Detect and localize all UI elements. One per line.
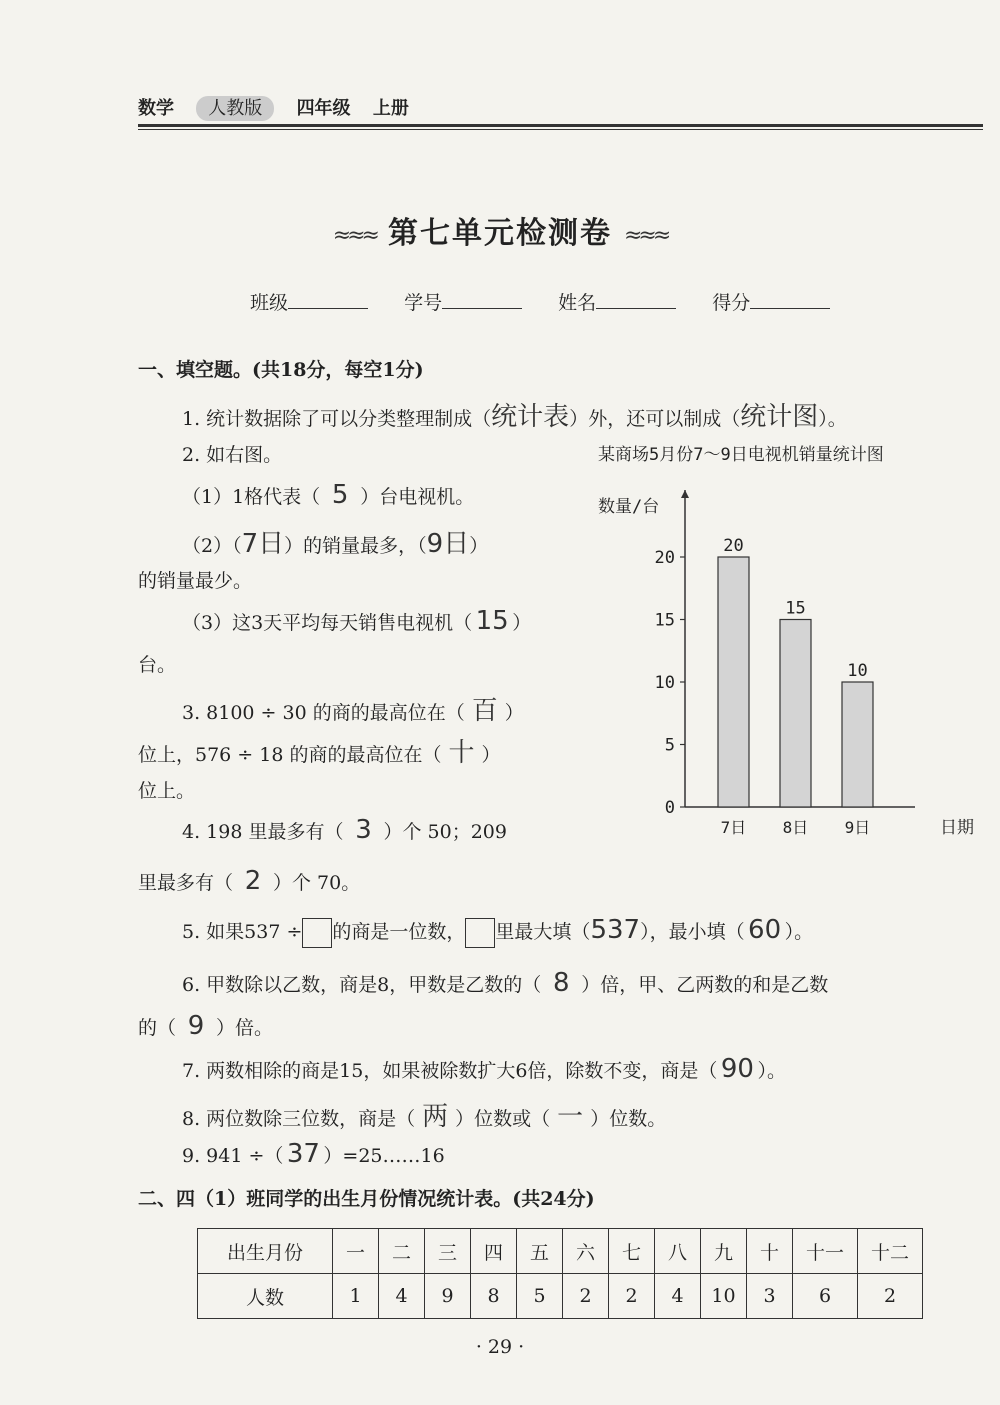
header-rule-thin [138, 129, 983, 130]
q5-answer-2: 60 [748, 915, 782, 945]
month-cell: 三 [425, 1229, 471, 1274]
q4-text-mid: ）个 50；209 [383, 821, 507, 843]
q6-answer-2: 9 [187, 1011, 205, 1041]
q3-text-pre: 3. 8100 ÷ 30 的商的最高位在（ [182, 702, 465, 724]
q6-text-mid: ）倍，甲、乙两数的和是乙数 [581, 974, 829, 996]
y-tick-label: 0 [664, 798, 675, 818]
month-cell: 八 [655, 1229, 701, 1274]
q8-text-post: ）位数。 [590, 1108, 667, 1130]
q5-text-post: ）。 [784, 921, 814, 943]
y-tick-label: 15 [654, 610, 675, 631]
count-cell: 8 [471, 1274, 517, 1319]
question-2-1 [182, 480, 474, 510]
table-row-header: 出生月份 [198, 1229, 333, 1274]
score-blank[interactable] [750, 308, 830, 309]
q3-text-post-1: ） [504, 702, 524, 724]
q9-text-post: ）=25……16 [323, 1145, 445, 1167]
name-blank[interactable] [596, 308, 676, 309]
month-cell: 十 [747, 1229, 793, 1274]
question-1 [182, 396, 847, 433]
bar [842, 682, 873, 807]
score-label: 得分 [712, 292, 751, 314]
q9-answer: 37 [286, 1139, 320, 1169]
q8-text-pre: 8. 两位数除三位数，商是（ [182, 1108, 416, 1130]
q5-text-mid2: 里最大填（ [495, 921, 591, 943]
bar-value-label: 20 [723, 536, 744, 556]
student-info-line [250, 288, 860, 315]
question-2-3 [182, 606, 531, 636]
q1-text-mid: ）外，还可以制成（ [569, 408, 741, 430]
q6-text-pre: 6. 甲数除以乙数，商是8，甲数是乙数的（ [182, 974, 542, 996]
q7-text-pre: 7. 两数相除的商是15，如果被除数扩大6倍，除数不变，商是（ [182, 1060, 718, 1082]
question-6-line2 [138, 1011, 273, 1041]
q3-answer-2: 十 [448, 738, 475, 768]
y-axis-arrow [681, 490, 689, 498]
q5-text-mid1: 的商是一位数， [332, 921, 466, 943]
q6-answer-1: 8 [552, 968, 570, 998]
count-cell: 4 [655, 1274, 701, 1319]
subject-label: 数学 [138, 98, 174, 119]
question-2-2-cont: 的销量最少。 [138, 570, 253, 592]
section2-heading: 二、四（1）班同学的出生月份情况统计表。(共24分) [138, 1188, 595, 1210]
q5-text-mid3: ），最小填（ [640, 921, 745, 943]
q9-text-pre: 9. 941 ÷（ [182, 1145, 284, 1167]
question-4-line2 [138, 866, 360, 896]
count-cell: 5 [517, 1274, 563, 1319]
count-cell: 9 [425, 1274, 471, 1319]
x-axis-label: 日期 [940, 818, 974, 838]
question-2: 2. 如右图。 [182, 444, 283, 466]
edition-badge: 人教版 [196, 96, 274, 121]
q2-3-text-post: ） [512, 612, 532, 634]
title-text: 第七单元检测卷 [388, 216, 612, 251]
y-axis-label: 数量/台 [598, 497, 660, 517]
name-label: 姓名 [558, 292, 597, 314]
month-cell: 九 [701, 1229, 747, 1274]
chart-title: 某商场5月份7～9日电视机销量统计图 [598, 445, 884, 465]
q4-answer-2: 2 [244, 866, 262, 896]
month-cell: 四 [471, 1229, 517, 1274]
count-cell: 10 [701, 1274, 747, 1319]
q2-2-text-post: ） [469, 535, 489, 557]
q4-line2-pre: 里最多有（ [138, 872, 234, 894]
q8-answer-1: 两 [422, 1102, 449, 1132]
q2-2-answer-1: 7日 [241, 529, 285, 559]
question-2-3-cont: 台。 [138, 654, 177, 676]
question-8 [182, 1096, 666, 1133]
question-7 [182, 1054, 786, 1084]
y-tick-label: 10 [654, 673, 675, 693]
month-cell: 七 [609, 1229, 655, 1274]
q3-text-post-2: ） [481, 744, 501, 766]
grade-label: 四年级 [296, 98, 351, 119]
bar-value-label: 15 [785, 598, 806, 619]
count-cell: 1 [333, 1274, 379, 1319]
student-number-label: 学号 [404, 292, 443, 314]
header-rule [138, 124, 983, 127]
month-cell: 二 [379, 1229, 425, 1274]
q6-line2-pre: 的（ [138, 1017, 177, 1039]
birth-month-table [197, 1228, 923, 1319]
count-cell: 3 [747, 1274, 793, 1319]
q3-line2-pre: 位上，576 ÷ 18 的商的最高位在（ [138, 744, 442, 766]
count-cell: 2 [609, 1274, 655, 1319]
month-cell: 十一 [793, 1229, 858, 1274]
q7-text-post: ）。 [757, 1060, 786, 1082]
page-title [0, 208, 1000, 252]
volume-label: 上册 [372, 98, 409, 119]
bar-chart [590, 480, 990, 850]
count-cell: 2 [858, 1274, 923, 1319]
q2-1-answer: 5 [331, 480, 349, 510]
q1-answer-1: 统计表 [491, 402, 570, 432]
q2-1-text-post: ）台电视机。 [360, 486, 475, 508]
q4-answer-1: 3 [355, 815, 372, 845]
class-blank[interactable] [288, 308, 368, 309]
q3-answer-1: 百 [471, 696, 498, 726]
table-row-months [198, 1229, 923, 1274]
q4-text-pre: 4. 198 里最多有（ [182, 821, 344, 843]
question-2-2 [182, 523, 488, 560]
q2-3-text-pre: （3）这3天平均每天销售电视机（ [182, 612, 473, 634]
student-number-blank[interactable] [442, 308, 522, 309]
table-row-header: 人数 [198, 1274, 333, 1319]
q6-text-post: ）倍。 [216, 1017, 274, 1039]
page-number: · 29 · [475, 1336, 525, 1358]
question-6 [182, 968, 828, 998]
month-cell: 十二 [858, 1229, 923, 1274]
q7-answer: 90 [720, 1054, 754, 1084]
question-3-line2 [138, 732, 501, 769]
month-cell: 五 [517, 1229, 563, 1274]
question-5 [182, 915, 813, 948]
x-tick-label: 9日 [844, 818, 871, 837]
bar [780, 620, 811, 808]
table-row-counts [198, 1274, 923, 1319]
y-tick-label: 5 [664, 735, 675, 756]
count-cell: 6 [793, 1274, 858, 1319]
wave-decoration-right: ≈≈≈ [624, 222, 668, 248]
q2-3-answer: 15 [475, 606, 509, 636]
month-cell: 六 [563, 1229, 609, 1274]
q4-text-post: ）个 70。 [273, 872, 361, 894]
q2-1-text-pre: （1）1格代表（ [182, 486, 321, 508]
bar-value-label: 10 [847, 661, 868, 681]
question-3-cont: 位上。 [138, 780, 196, 802]
q1-text-pre: 1. 统计数据除了可以分类整理制成（ [182, 408, 492, 430]
q2-2-text-mid: ）的销量最多，（ [284, 535, 427, 557]
running-header [138, 94, 425, 120]
q8-answer-2: 一 [557, 1102, 584, 1132]
wave-decoration-left: ≈≈≈ [332, 222, 376, 248]
x-tick-label: 8日 [782, 818, 809, 837]
count-cell: 2 [563, 1274, 609, 1319]
section1-heading: 一、填空题。(共18分，每空1分) [138, 359, 424, 381]
x-tick-label: 7日 [720, 818, 747, 837]
question-9 [182, 1139, 445, 1169]
month-cell: 一 [333, 1229, 379, 1274]
y-tick-label: 20 [654, 548, 675, 568]
question-4 [182, 815, 507, 845]
q5-text-pre: 5. 如果537 ÷ [182, 921, 303, 943]
q8-text-mid: ）位数或（ [455, 1108, 551, 1130]
class-label: 班级 [250, 292, 289, 314]
q2-2-answer-2: 9日 [426, 529, 470, 559]
blank-box [302, 918, 332, 948]
q2-2-text-pre: （2）（ [182, 535, 242, 557]
q5-answer-1: 537 [590, 915, 641, 945]
blank-box [465, 918, 495, 948]
bar [718, 557, 749, 807]
question-3 [182, 690, 524, 727]
q1-answer-2: 统计图 [740, 402, 819, 432]
q1-text-post: ）。 [818, 408, 847, 430]
count-cell: 4 [379, 1274, 425, 1319]
